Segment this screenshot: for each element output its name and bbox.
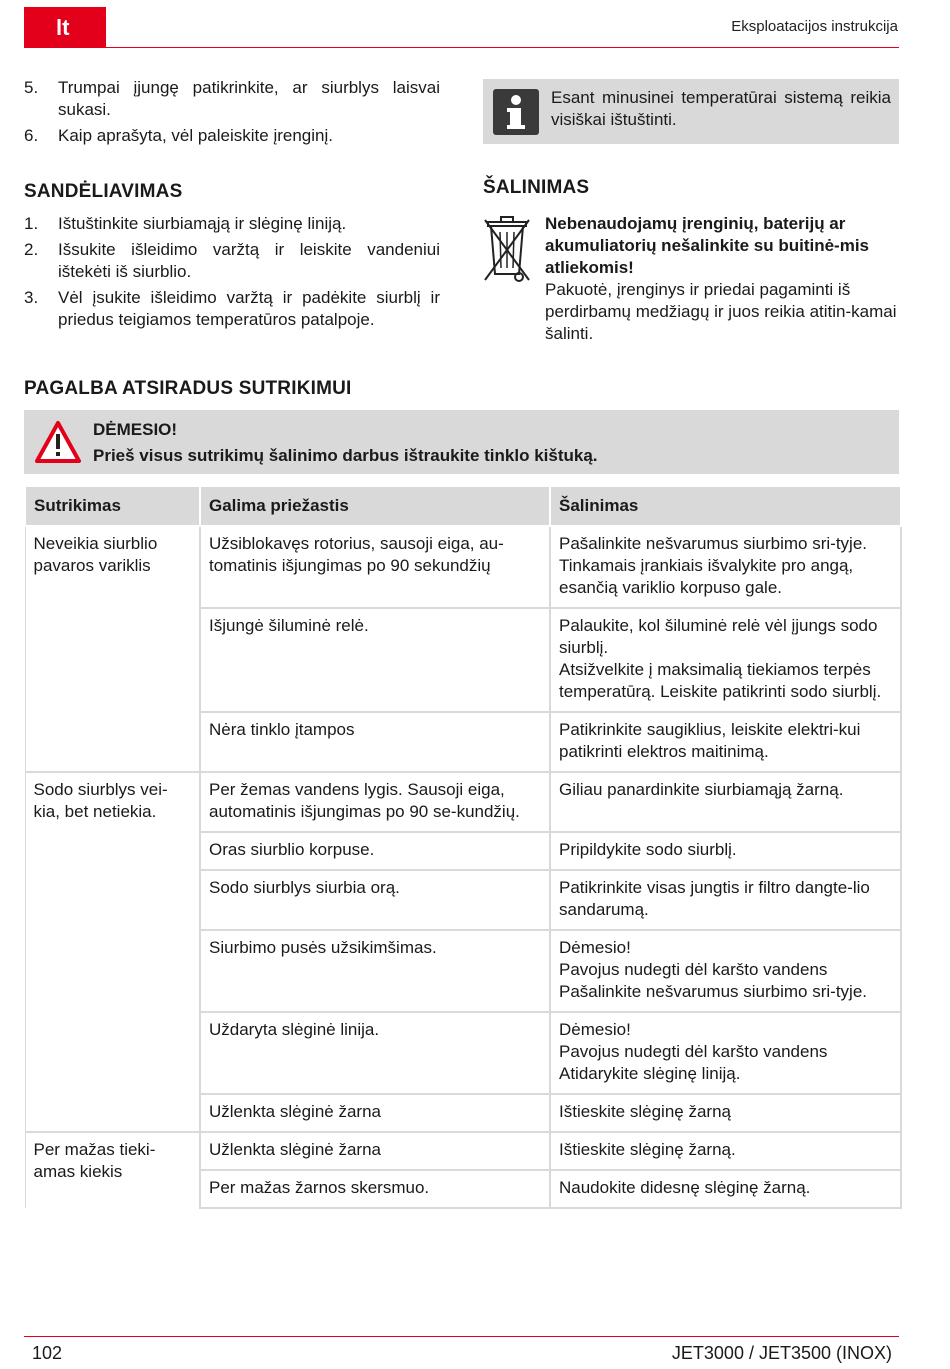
- document-title: Eksploatacijos instrukcija: [731, 18, 898, 35]
- cause-cell: Uždaryta slėginė linija.: [200, 1012, 550, 1094]
- step-number: 3.: [24, 288, 39, 307]
- crossed-bin-icon: [483, 214, 533, 286]
- page-number: 102: [32, 1343, 63, 1363]
- list-item: [24, 213, 440, 235]
- cause-cell: Nėra tinklo įtampos: [200, 712, 550, 772]
- info-icon: [493, 89, 539, 135]
- cause-cell: Per mažas žarnos skersmuo.: [200, 1170, 550, 1208]
- cause-cell: Siurbimo pusės užsikimšimas.: [200, 930, 550, 1012]
- remedy-cell: Giliau panardinkite siurbiamąją žarną.: [550, 772, 901, 832]
- cause-cell: Sodo siurblys siurbia orą.: [200, 870, 550, 930]
- remedy-cell: Dėmesio! Pavojus nudegti dėl karšto vandens Pašalinkite nešvarumus siurbimo sri-tyje.: [550, 930, 901, 1012]
- troubleshooting-heading: PAGALBA ATSIRADUS SUTRIKIMUI: [24, 378, 352, 399]
- header-divider: [106, 47, 899, 48]
- cause-cell: Užsiblokavęs rotorius, sausoji eiga, au-tomatinis išjungimas po 90 sekundžių: [200, 526, 550, 608]
- column-header-fault: Sutrikimas: [25, 486, 200, 526]
- remedy-cell: Ištieskite slėginę žarną.: [550, 1132, 901, 1170]
- fault-cell: Per mažas tieki-amas kiekis: [25, 1132, 200, 1208]
- disposal-warning: Nebenaudojamų įrenginių, baterijų ar akumuliatorių nešalinkite su buitinė-mis atliekomis!: [545, 214, 870, 277]
- list-item: [24, 77, 440, 121]
- step-text: Vėl įsukite išleidimo varžtą ir padėkite siurblį ir priedus teigiamos temperatūros patalpoje.: [58, 288, 440, 329]
- step-text: Kaip aprašyta, vėl paleiskite įrenginį.: [58, 126, 333, 145]
- footer-divider: [24, 1336, 899, 1337]
- step-number: 5.: [24, 78, 39, 97]
- column-header-remedy: Šalinimas: [550, 486, 901, 526]
- warning-title: DĖMESIO!: [93, 420, 178, 439]
- disposal-text-block: [545, 213, 897, 345]
- info-note-text: Esant minusinei temperatūrai sistemą reikia visiškai ištuštinti.: [551, 88, 891, 129]
- language-code: lt: [56, 14, 70, 40]
- disposal-description: Pakuotė, įrenginys ir priedai pagaminti iš perdirbamų medžiagų ir juos reikia atitin-kamai šalinti.: [545, 280, 897, 343]
- remedy-cell: Palaukite, kol šiluminė relė vėl įjungs sodo siurblį. Atsižvelkite į maksimalią tiekiamos terpės temperatūrą. Leiskite patikrinti sodo siurblį.: [550, 608, 901, 712]
- list-item: [24, 125, 440, 147]
- intro-steps: [24, 77, 440, 151]
- step-number: 2.: [24, 240, 39, 259]
- storage-heading: SANDĖLIAVIMAS: [24, 181, 183, 202]
- list-item: [24, 287, 440, 331]
- remedy-cell: Patikrinkite visas jungtis ir filtro dangte-lio sandarumą.: [550, 870, 901, 930]
- table-header-row: [25, 486, 901, 526]
- cause-cell: Per žemas vandens lygis. Sausoji eiga, automatinis išjungimas po 90 se-kundžių.: [200, 772, 550, 832]
- remedy-cell: Pripildykite sodo siurblį.: [550, 832, 901, 870]
- cause-cell: Išjungė šiluminė relė.: [200, 608, 550, 712]
- step-number: 1.: [24, 214, 39, 233]
- step-text: Trumpai įjungę patikrinkite, ar siurblys laisvai sukasi.: [58, 78, 440, 119]
- remedy-cell: Dėmesio! Pavojus nudegti dėl karšto vandens Atidarykite slėginę liniją.: [550, 1012, 901, 1094]
- fault-cell: Sodo siurblys vei-kia, bet netiekia.: [25, 772, 200, 1132]
- list-item: [24, 239, 440, 283]
- remedy-cell: Patikrinkite saugiklius, leiskite elektri-kui patikrinti elektros maitinimą.: [550, 712, 901, 772]
- disposal-heading: ŠALINIMAS: [483, 177, 590, 198]
- storage-steps: [24, 213, 440, 335]
- table-row: [25, 772, 901, 832]
- remedy-cell: Pašalinkite nešvarumus siurbimo sri-tyje. Tinkamais įrankiais išvalykite pro angą, esančią variklio korpuso gale.: [550, 526, 901, 608]
- warning-box: [24, 410, 899, 474]
- step-number: 6.: [24, 126, 39, 145]
- cause-cell: Oras siurblio korpuse.: [200, 832, 550, 870]
- troubleshooting-table: [24, 485, 902, 1209]
- table-row: [25, 526, 901, 608]
- info-note-box: [483, 79, 899, 144]
- table-row: [25, 1132, 901, 1170]
- cause-cell: Užlenkta slėginė žarna: [200, 1094, 550, 1132]
- fault-cell: Neveikia siurblio pavaros variklis: [25, 526, 200, 772]
- warning-triangle-icon: [34, 420, 82, 464]
- remedy-cell: Naudokite didesnę slėginę žarną.: [550, 1170, 901, 1208]
- step-text: Išsukite išleidimo varžtą ir leiskite vandeniui ištekėti iš siurblio.: [58, 240, 440, 281]
- step-text: Ištuštinkite siurbiamąją ir slėginę liniją.: [58, 214, 347, 233]
- cause-cell: Užlenkta slėginė žarna: [200, 1132, 550, 1170]
- warning-text: Prieš visus sutrikimų šalinimo darbus ištraukite tinklo kištuką.: [93, 446, 598, 465]
- language-badge: [24, 7, 106, 48]
- remedy-cell: Ištieskite slėginę žarną: [550, 1094, 901, 1132]
- column-header-cause: Galima priežastis: [200, 486, 550, 526]
- model-name: JET3000 / JET3500 (INOX): [671, 1343, 892, 1363]
